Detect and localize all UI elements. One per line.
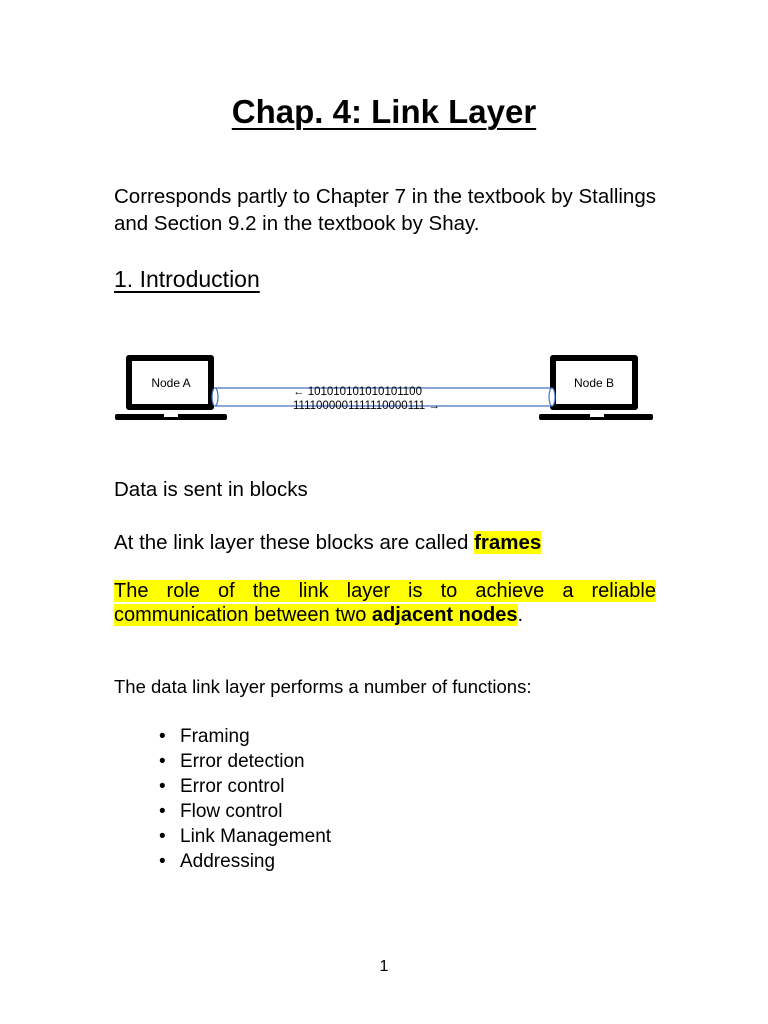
frames-sentence [114,529,541,556]
page-number: 1 [379,958,389,975]
link-diagram [110,350,660,432]
role-suffix: . [517,604,524,626]
list-item: • Error control [180,774,331,799]
list-item: • Addressing [180,849,331,874]
list-item: • Flow control [180,799,331,824]
frames-term: frames [474,531,542,554]
node-a-label: Node A [151,376,191,390]
role-paragraph [114,579,656,627]
functions-intro: The data link layer performs a number of functions: [114,676,532,697]
functions-list [180,724,331,874]
bit-stream-left: ← 101010101010101100 [293,386,422,398]
list-item: • Link Management [180,824,331,849]
role-prefix: The role of the link layer is to achieve a reliable communication between two [114,580,656,626]
frames-sentence-prefix: At the link layer these blocks are called [114,531,475,554]
list-item: • Error detection [180,749,331,774]
list-item: • Framing [180,724,331,749]
adjacent-nodes-term: adjacent nodes [371,604,518,626]
bit-stream-right: 1111000001111110000111 → [293,400,440,412]
data-blocks-text: Data is sent in blocks [114,478,308,501]
section-heading: 1. Introduction [114,266,260,292]
node-b-label: Node B [573,376,615,390]
intro-paragraph: Corresponds partly to Chapter 7 in the textbook by Stallings and Section 9.2 in the textbook by Shay. [114,185,656,235]
page-title: Chap. 4: Link Layer [231,93,537,130]
